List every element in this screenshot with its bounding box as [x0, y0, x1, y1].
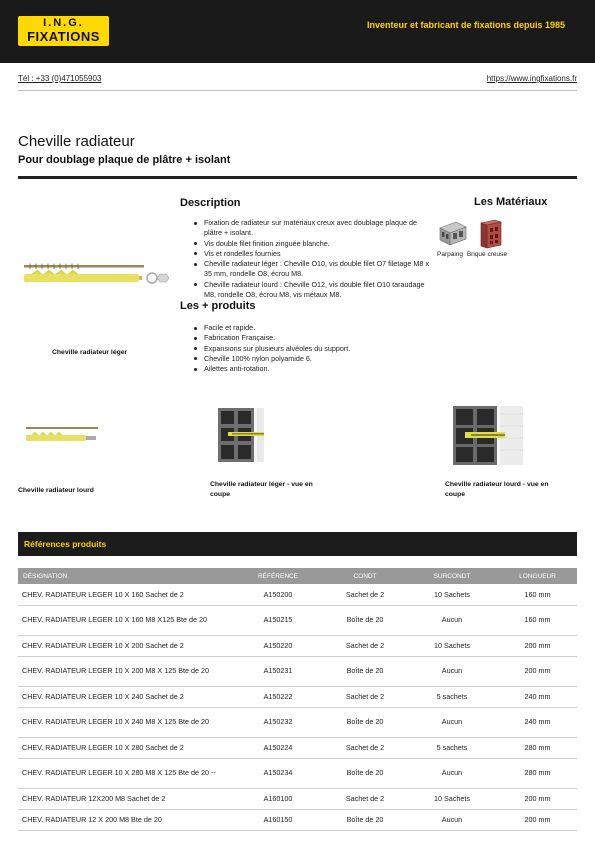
cell-designation: CHEV. RADIATEUR 12X200 M8 Sachet de 2	[18, 788, 232, 809]
materials-labels	[437, 251, 509, 258]
phone-link[interactable]: Tél : +33 (0)471055903	[18, 74, 102, 83]
cell-condt: Sachet de 2	[324, 788, 406, 809]
list-item: Facile et rapide.	[192, 323, 432, 333]
cell-longueur: 280 mm	[498, 758, 577, 788]
cell-longueur: 200 mm	[498, 635, 577, 656]
cell-condt: Sachet de 2	[324, 584, 406, 605]
anchor-light-image	[22, 258, 177, 298]
cell-longueur: 200 mm	[498, 788, 577, 809]
cell-designation: CHEV. RADIATEUR LEGER 10 X 160 Sachet de 2	[18, 584, 232, 605]
materials-heading: Les Matériaux	[474, 196, 548, 208]
cell-condt: Boîte de 20	[324, 707, 406, 737]
cell-longueur: 200 mm	[498, 656, 577, 686]
image-caption-light: Cheville radiateur léger	[52, 349, 128, 356]
cell-longueur: 200 mm	[498, 809, 577, 830]
list-item: Cheville 100% nylon polyamide 6.	[192, 354, 432, 364]
image-caption-heavy-section: Cheville radiateur lourd - vue en coupe	[445, 481, 549, 498]
column-header: DÉSIGNATION	[18, 568, 232, 584]
list-item: Cheville radiateur lourd : Cheville O12, vis double filet O10 taraudage M8, rondelle O8, écrou M8, vis métaux M8.	[192, 280, 432, 301]
page-title: Cheville radiateur	[18, 133, 135, 150]
table-row	[18, 584, 577, 605]
list-item: Fixation de radiateur sur matériaux creux avec doublage plaque de plâtre + isolant.	[192, 218, 432, 239]
cell-designation: CHEV. RADIATEUR LEGER 10 X 240 M8 X 125 Bte de 20	[18, 707, 232, 737]
cell-reference: A160100	[232, 788, 324, 809]
logo-line-1: I.N.G.	[43, 17, 84, 29]
cell-reference: A150224	[232, 737, 324, 758]
list-item: Cheville radiateur léger : Cheville O10, vis double filet O7 filetage M8 x 35 mm, rondelle O8, écrou M8.	[192, 259, 432, 280]
cell-reference: A150234	[232, 758, 324, 788]
cell-reference: A150200	[232, 584, 324, 605]
brique-creuse-image	[477, 218, 505, 250]
table-row	[18, 758, 577, 788]
cell-reference: A160150	[232, 809, 324, 830]
cell-designation: CHEV. RADIATEUR LEGER 10 X 200 Sachet de 2	[18, 635, 232, 656]
cell-surcondt: 5 sachets	[406, 686, 498, 707]
column-header: LONGUEUR	[498, 568, 577, 584]
column-header: RÉFÉRENCE	[232, 568, 324, 584]
cell-designation: CHEV. RADIATEUR 12 X 200 M8 Bte de 20	[18, 809, 232, 830]
cell-designation: CHEV. RADIATEUR LEGER 10 X 280 Sachet de 2	[18, 737, 232, 758]
cell-reference: A150215	[232, 605, 324, 635]
cell-surcondt: 10 Sachets	[406, 635, 498, 656]
table-row	[18, 605, 577, 635]
cell-surcondt: 10 Sachets	[406, 788, 498, 809]
cell-condt: Boîte de 20	[324, 758, 406, 788]
cell-surcondt: Aucun	[406, 605, 498, 635]
description-list	[192, 218, 432, 300]
list-item: Vis double filet finition zinguée blanche.	[192, 239, 432, 249]
references-heading-bar	[18, 532, 577, 556]
cell-surcondt: Aucun	[406, 707, 498, 737]
section-view-heavy-image	[453, 406, 523, 465]
company-logo[interactable]	[18, 16, 109, 46]
list-item: Expansions sur plusieurs alvéoles du support.	[192, 344, 432, 354]
cell-condt: Boîte de 20	[324, 605, 406, 635]
image-caption-light-section: Cheville radiateur léger - vue en coupe	[210, 481, 313, 498]
references-heading: Références produits	[24, 539, 107, 549]
cell-condt: Boîte de 20	[324, 656, 406, 686]
section-view-light-image	[218, 408, 264, 462]
references-table	[18, 568, 577, 831]
page-subtitle: Pour doublage plaque de plâtre + isolant	[18, 154, 231, 166]
table-row	[18, 656, 577, 686]
table-row	[18, 635, 577, 656]
cell-longueur: 160 mm	[498, 605, 577, 635]
list-item: Fabrication Française.	[192, 333, 432, 343]
material-label: Brique creuse	[466, 251, 507, 258]
image-caption-heavy: Cheville radiateur lourd	[18, 487, 94, 494]
page-header	[0, 0, 595, 63]
list-item: Vis et rondelles fournies	[192, 249, 432, 259]
cell-longueur: 160 mm	[498, 584, 577, 605]
cell-longueur: 240 mm	[498, 707, 577, 737]
material-label: Parpaing	[437, 251, 464, 258]
cell-surcondt: Aucun	[406, 758, 498, 788]
column-header: SURCONDT	[406, 568, 498, 584]
cell-condt: Boîte de 20	[324, 809, 406, 830]
cell-designation: CHEV. RADIATEUR LEGER 10 X 200 M8 X 125 Bte de 20	[18, 656, 232, 686]
logo-line-2: FIXATIONS	[27, 29, 100, 44]
advantages-list	[192, 323, 432, 374]
cell-reference: A150222	[232, 686, 324, 707]
cell-condt: Sachet de 2	[324, 635, 406, 656]
cell-condt: Sachet de 2	[324, 737, 406, 758]
parpaing-image	[438, 219, 468, 247]
cell-designation: CHEV. RADIATEUR LEGER 10 X 280 M8 X 125 Bte de 20 --	[18, 758, 232, 788]
table-row	[18, 737, 577, 758]
table-header-row	[18, 568, 577, 584]
table-row	[18, 707, 577, 737]
cell-designation: CHEV. RADIATEUR LEGER 10 X 160 M8 X125 Bte de 20	[18, 605, 232, 635]
cell-surcondt: Aucun	[406, 809, 498, 830]
column-header: CONDT	[324, 568, 406, 584]
company-tagline: Inventeur et fabricant de fixations depuis 1985	[367, 20, 566, 30]
divider	[18, 90, 577, 91]
table-row	[18, 809, 577, 830]
cell-surcondt: 5 sachets	[406, 737, 498, 758]
list-item: Ailettes anti-rotation.	[192, 364, 432, 374]
anchor-heavy-image	[24, 424, 102, 446]
description-heading: Description	[180, 197, 241, 209]
cell-longueur: 280 mm	[498, 737, 577, 758]
table-row	[18, 788, 577, 809]
cell-condt: Sachet de 2	[324, 686, 406, 707]
advantages-heading: Les + produits	[180, 300, 256, 312]
cell-surcondt: Aucun	[406, 656, 498, 686]
website-link[interactable]: https://www.ingfixations.fr	[486, 74, 577, 83]
cell-reference: A150231	[232, 656, 324, 686]
cell-longueur: 240 mm	[498, 686, 577, 707]
cell-reference: A150232	[232, 707, 324, 737]
cell-surcondt: 10 Sachets	[406, 584, 498, 605]
cell-reference: A150220	[232, 635, 324, 656]
cell-designation: CHEV. RADIATEUR LEGER 10 X 240 Sachet de 2	[18, 686, 232, 707]
title-divider	[18, 176, 577, 179]
table-row	[18, 686, 577, 707]
